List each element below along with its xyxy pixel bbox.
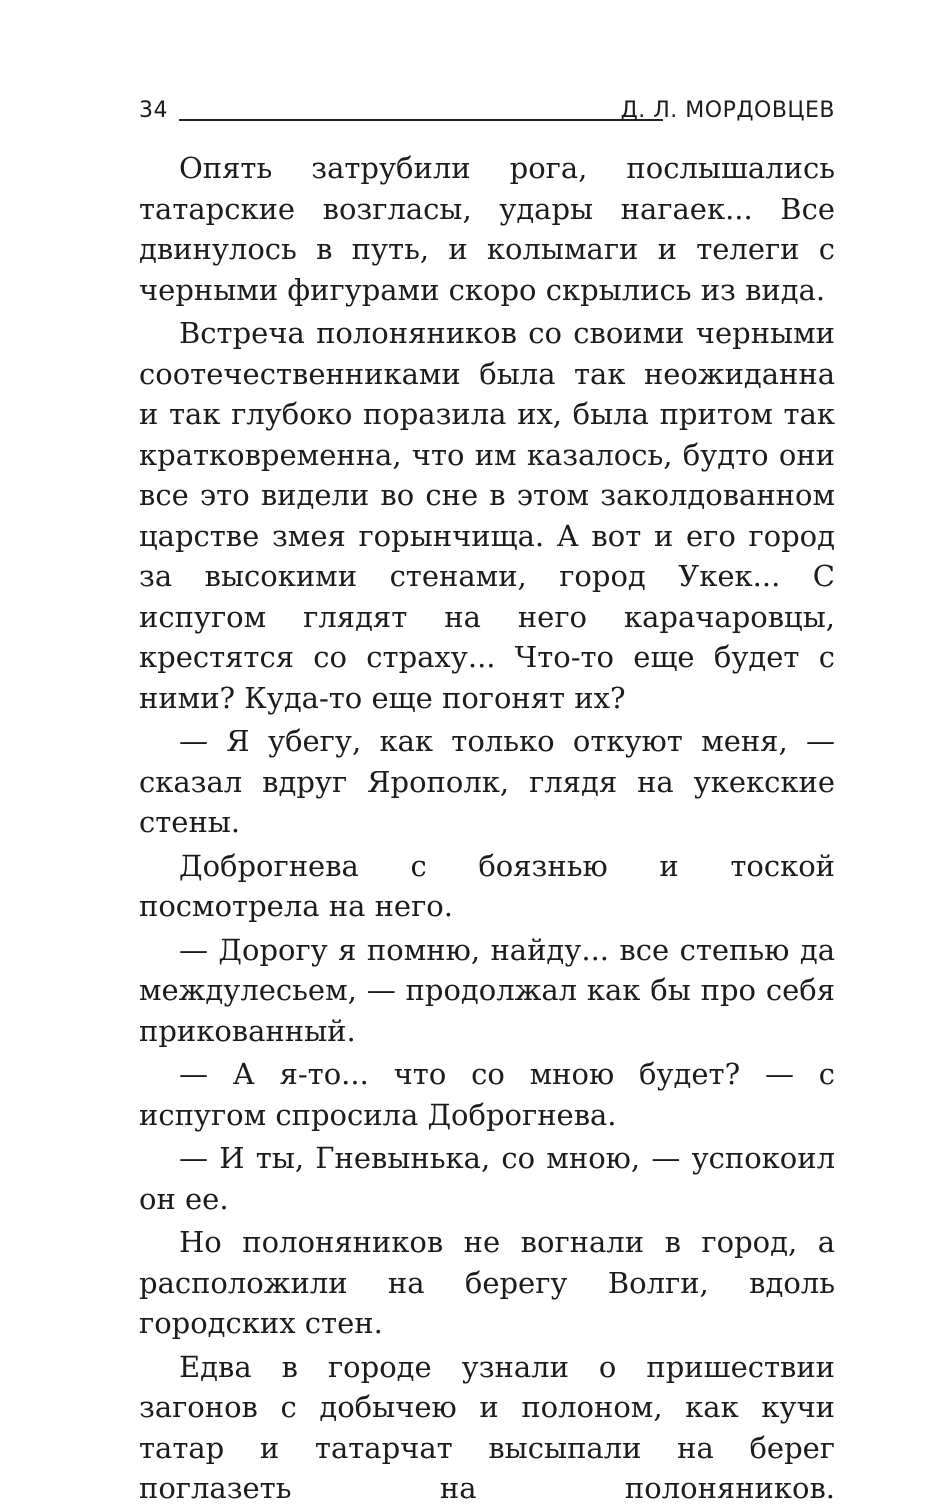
header-rule [179, 119, 663, 121]
page-number: 34 [139, 98, 168, 123]
paragraph: Едва в городе узнали о пришествии загонов с добычею и полоном, как кучи татар и татарчат высыпали на берег поглазеть на полоняников. [139, 1349, 835, 1505]
running-title: Д. Л. МОРДОВЦЕВ [620, 98, 835, 123]
body-text [139, 148, 835, 1512]
page-header [139, 96, 835, 130]
paragraph: Но полоняников не вогнали в город, а расположили на берегу Волги, вдоль городских стен. [139, 1225, 835, 1340]
paragraph: Опять затрубили рога, послышались татарские возгласы, удары нагаек... Все двинулось в путь, и колымаги и телеги с черными фигурами скоро скрылись из вида. [139, 151, 835, 307]
paragraph: Доброгнева с боязнью и тоской посмотрела на него. [139, 848, 835, 923]
paragraph: — Я убегу, как только откуют меня, — сказал вдруг Ярополк, глядя на укекские стены. [139, 724, 835, 839]
paragraph: — И ты, Гневынька, со мною, — успокоил он ее. [139, 1141, 835, 1216]
paragraph: Встреча полоняников со своими черными соотечественниками была так неожиданна и так глубоко поразила их, была притом так кратковременна, что им казалось, будто они все это видели во сне в этом заколдованном царстве змея горынчища. А вот и его город за высокими стенами, город Укек... С испугом глядят на него карачаровцы, крестятся со страху... Что-то еще будет с ними? Куда-то еще погонят их? [139, 316, 835, 715]
paragraph: — Дорогу я помню, найду... все степью да междулесьем, — продолжал как бы про себя прикованный. [139, 932, 835, 1048]
paragraph: — А я-то... что со мною будет? — с испугом спросила Доброгнева. [139, 1057, 835, 1132]
